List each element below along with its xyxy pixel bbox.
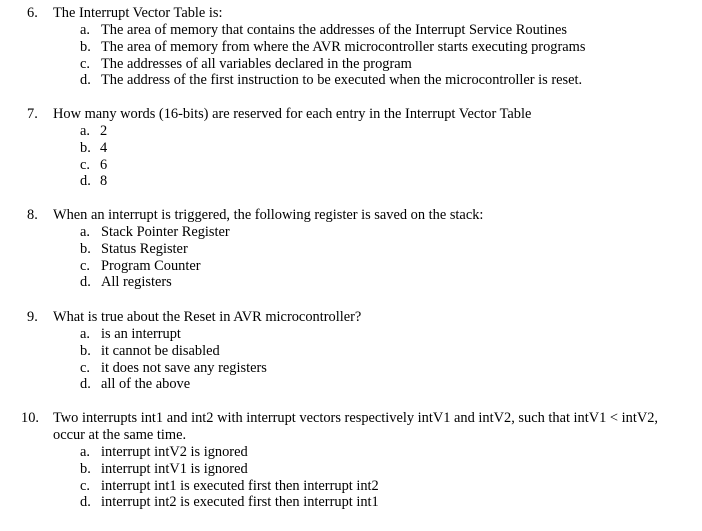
question-8 (0, 207, 702, 291)
option-b (0, 39, 702, 56)
option-letter: c. (80, 359, 90, 376)
option-letter: c. (80, 477, 90, 494)
option-b (0, 343, 702, 360)
question-text: What is true about the Reset in AVR microcontroller? (53, 309, 362, 325)
option-letter: d. (80, 494, 91, 511)
option-b (0, 461, 702, 478)
question-text: When an interrupt is triggered, the following register is saved on the stack: (53, 207, 484, 223)
option-text: interrupt intV2 is ignored (101, 444, 248, 460)
question-number: 9. (27, 309, 38, 325)
question-number: 7. (27, 106, 38, 122)
option-letter: b. (80, 240, 91, 257)
option-text: The addresses of all variables declared in the program (101, 55, 412, 72)
option-a (0, 444, 702, 461)
option-text: interrupt int2 is executed first then interrupt int1 (101, 494, 379, 511)
option-letter: c. (80, 55, 90, 72)
question-text: Two interrupts int1 and int2 with interrupt vectors respectively intV1 and intV2, such that intV1 < intV2, (53, 410, 659, 426)
option-letter: a. (80, 224, 90, 240)
option-a (0, 123, 702, 140)
question-text: How many words (16-bits) are reserved for each entry in the Interrupt Vector Table (53, 106, 532, 122)
option-letter: d. (80, 376, 91, 393)
question-number: 8. (27, 207, 38, 223)
option-letter: c. (80, 156, 90, 173)
option-b (0, 241, 702, 258)
question-9 (0, 309, 702, 393)
option-a (0, 22, 702, 39)
option-c (0, 258, 702, 275)
option-a (0, 224, 702, 241)
option-text: All registers (101, 274, 172, 291)
option-text: it cannot be disabled (101, 342, 220, 359)
question-stem (0, 5, 702, 22)
option-c (0, 157, 702, 174)
option-text: 2 (100, 123, 108, 139)
option-text: The area of memory that contains the addresses of the Interrupt Service Routines (101, 22, 567, 38)
option-letter: b. (80, 38, 91, 55)
option-text: it does not save any registers (101, 359, 267, 376)
question-stem (0, 207, 702, 224)
option-letter: d. (80, 72, 91, 89)
option-letter: a. (80, 123, 90, 139)
option-text: is an interrupt (101, 326, 181, 342)
question-stem (0, 410, 702, 427)
option-text: 4 (100, 139, 108, 156)
question-number: 6. (27, 5, 38, 21)
question-7 (0, 106, 702, 190)
option-text: The area of memory from where the AVR microcontroller starts executing programs (101, 38, 586, 55)
question-stem (0, 106, 702, 123)
option-letter: d. (80, 173, 91, 190)
option-d (0, 274, 702, 291)
option-letter: c. (80, 257, 90, 274)
option-b (0, 140, 702, 157)
option-c (0, 56, 702, 73)
option-text: Status Register (101, 240, 188, 257)
option-letter: b. (80, 342, 91, 359)
option-text: interrupt intV1 is ignored (101, 460, 248, 477)
option-text: 6 (100, 156, 108, 173)
option-letter: b. (80, 139, 91, 156)
option-letter: a. (80, 444, 90, 460)
option-text: interrupt int1 is executed first then interrupt int2 (101, 477, 379, 494)
option-text: 8 (100, 173, 108, 190)
option-letter: a. (80, 326, 90, 342)
question-stem-continuation (0, 427, 702, 444)
option-text: Stack Pointer Register (101, 224, 230, 240)
question-number: 10. (21, 410, 39, 426)
option-letter: d. (80, 274, 91, 291)
option-c (0, 360, 702, 377)
option-text: Program Counter (101, 257, 201, 274)
option-text: all of the above (101, 376, 191, 393)
option-a (0, 326, 702, 343)
option-text: The address of the first instruction to be executed when the microcontroller is reset. (101, 72, 583, 89)
option-d (0, 173, 702, 190)
option-letter: a. (80, 22, 90, 38)
option-d (0, 494, 702, 511)
question-10 (0, 410, 702, 511)
option-c (0, 478, 702, 495)
option-letter: b. (80, 460, 91, 477)
option-d (0, 376, 702, 393)
question-text: The Interrupt Vector Table is: (53, 5, 223, 21)
question-6 (0, 5, 702, 89)
option-d (0, 72, 702, 89)
question-text: occur at the same time. (53, 427, 187, 443)
question-stem (0, 309, 702, 326)
